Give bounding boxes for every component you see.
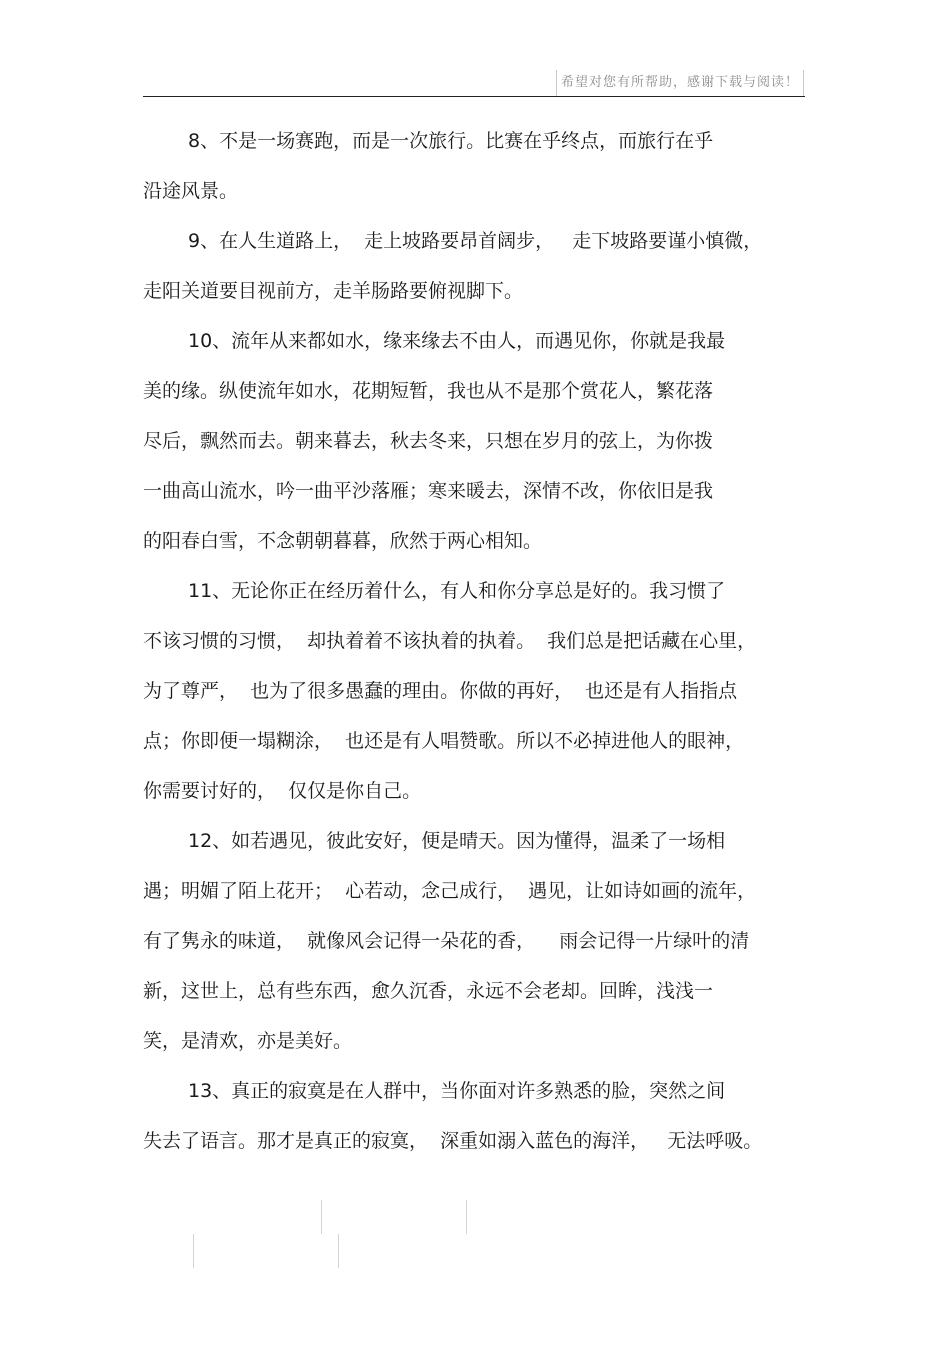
text-line: 为了尊严， 也为了很多愚蠢的理由。你做的再好， 也还是有人指指点 (143, 680, 738, 702)
paragraph-8 (143, 116, 799, 216)
text-line: 点；你即便一塌糊涂， 也还是有人唱赞歌。所以不必掉进他人的眼神， (143, 730, 745, 752)
paragraph-13 (143, 1066, 799, 1166)
text-line: 沿途风景。 (143, 180, 239, 202)
text-line: 走阳关道要目视前方，走羊肠路要俯视脚下。 (143, 280, 524, 302)
header-note: 希望对您有所帮助，感谢下载与阅读！ (556, 70, 804, 96)
text-line: 失去了语言。那才是真正的寂寞， 深重如溺入蓝色的海洋， 无法呼吸。 (143, 1130, 763, 1152)
text-line: 一曲高山流水，吟一曲平沙落雁；寒来暖去，深情不改，你依旧是我 (143, 480, 714, 502)
text-line: 有了隽永的味道， 就像风会记得一朵花的香， 雨会记得一片绿叶的清 (143, 930, 750, 952)
text-line: 13、真正的寂寞是在人群中，当你面对许多熟悉的脸，突然之间 (188, 1080, 726, 1102)
text-line: 美的缘。纵使流年如水，花期短暂，我也从不是那个赏花人，繁花落 (143, 380, 714, 402)
text-line: 你需要讨好的， 仅仅是你自己。 (143, 780, 422, 802)
document-body (143, 116, 799, 1166)
faint-artifact-line (466, 1200, 467, 1234)
paragraph-9 (143, 216, 799, 316)
text-line: 新，这世上，总有些东西，愈久沉香，永远不会老却。回眸，浅浅一 (143, 980, 714, 1002)
faint-artifact-line (193, 1234, 194, 1268)
text-line: 尽后，飘然而去。朝来暮去，秋去冬来，只想在岁月的弦上，为你拨 (143, 430, 714, 452)
text-line: 11、无论你正在经历着什么，有人和你分享总是好的。我习惯了 (188, 580, 726, 602)
text-line: 10、流年从来都如水，缘来缘去不由人，而遇见你，你就是我最 (188, 330, 726, 352)
text-line: 8、不是一场赛跑，而是一次旅行。比赛在乎终点，而旅行在乎 (188, 130, 714, 152)
text-line: 笑，是清欢，亦是美好。 (143, 1030, 353, 1052)
text-line: 遇；明媚了陌上花开； 心若动，念己成行， 遇见，让如诗如画的流年， (143, 880, 757, 902)
paragraph-11 (143, 566, 799, 816)
faint-artifact-line (321, 1200, 322, 1234)
paragraph-10 (143, 316, 799, 566)
text-line: 12、如若遇见，彼此安好，便是晴天。因为懂得，温柔了一场相 (188, 830, 726, 852)
text-line: 的阳春白雪，不念朝朝暮暮，欣然于两心相知。 (143, 530, 543, 552)
paragraph-12 (143, 816, 799, 1066)
faint-artifact-line (338, 1234, 339, 1268)
header-divider (143, 96, 805, 97)
text-line: 9、在人生道路上， 走上坡路要昂首阔步， 走下坡路要谨小慎微， (188, 230, 763, 252)
text-line: 不该习惯的习惯， 却执着着不该执着的执着。 我们总是把话藏在心里， (143, 630, 757, 652)
